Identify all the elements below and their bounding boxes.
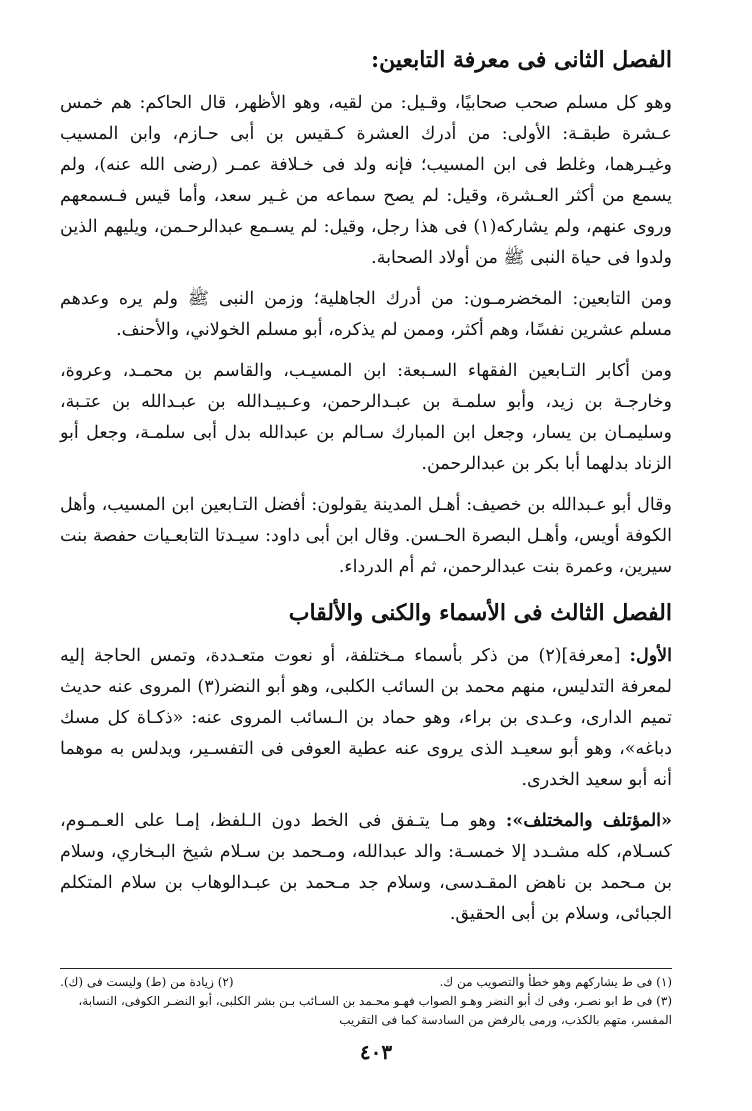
chapter-heading-followers: الفصل الثانى فى معرفة التابعين: [370, 47, 672, 73]
paragraph-followers-definition: وهو كل مسلم صحب صحابيًا، وقـيل: من لقيه، وهو الأظهر، قال الحاكم: هم خمس عـشرة طبقـة: الأولى: من أدرك العشرة كـقيس بن أبى حـازم، وابن المسيب وغيـرهما، وغلط فى ابن المسيب؛ فإنه ولد فى خـلافة عمـر (رضى الله عنه)، ولم يسمع من أكثر العـشرة، وقيل: لم يصح سماعه من غـير سعد، وأما قيس فـسمعهم وروى عنهم، ولم يشاركه(١) فى هذا رجل، وقيل: لم يسـمع عبدالرحـمن، ويليهم الذين ولدوا فى حياة النبى ﷺ من أولاد الصحابة. [60, 93, 672, 268]
paragraph-lead-first: الأول: [629, 646, 672, 666]
paragraph-multiple-names [60, 641, 672, 796]
footnote-3: (٣) فى ط ابو نصـر، وفى ك أبو النضر وهـو الصواب فهـو محـمد بن السـائب بـن بشر الكلبى، أبو النضـر الكوفى، النسابة، المفسر، متهم بالكذب، ورمى بالرفض من السادسة كما فى التقريب [78, 994, 672, 1027]
paragraph-mutalif-mukhtalif [60, 806, 672, 930]
footnote-divider [60, 968, 672, 969]
chapter-heading-names: الفصل الثالث فى الأسماء والكنى والألقاب [288, 600, 672, 626]
paragraph-seven-jurists: ومن أكابر التـابعين الفقهاء السـبعة: ابن المسيـب، والقاسم بن محمـد، وعروة، وخارجـة بن زيد، وأبو سلمـة بن عبـدالرحمن، وعـبيـدالله بن عبـدالله بن عتـبة، وسليمـان بن يسار، وجعل ابن المبارك سـالم بن عبدالله بدل أبى سلمـة، وجعل أبو الزناد بدلهما أبا بكر بن عبدالرحمن. [60, 361, 672, 474]
footnotes [60, 968, 672, 1030]
footnote-1: (١) فى ط يشاركهم وهو خطأ والتصويب من ك. [439, 975, 672, 989]
footnote-2: (٢) زيادة من (ط) وليست فى (ك). [60, 975, 234, 989]
page-number: ٤٠٣ [359, 1040, 393, 1064]
paragraph-body-first: [معرفة](٢) من ذكر بأسماء مـختلفة، أو نعوت متعـددة، وتمس الحاجة إليه لمعرفة التدليس، منهم محمد بن السائب الكلبى، وهو أبو النضر(٣) المروى عنه حديث تميم الدارى، وعـدى بن براء، وهو حماد بن الـسائب المروى عنه: «ذكـاة كل مسك دباغه»، وهو أبو سعيـد الذى يروى عنه عطية العوفى فى التفسـير، ويدلس به موهما أنه أبو سعيد الخدرى. [60, 646, 672, 790]
footnote-row-1 [60, 973, 672, 992]
paragraph-mukhadramun: ومن التابعين: المخضرمـون: من أدرك الجاهلية؛ وزمن النبى ﷺ ولم يره وعدهم مسلم عشرين نفسًا، وهم أكثر، وممن لم يذكره، أبو مسلم الخولاني، والأحنف. [60, 289, 672, 340]
paragraph-body-mutalif: وهو مـا يتـفق فى الخط دون الـلفظ، إمـا على العـمـوم، كسـلام، كله مشـدد إلا خمسـة: والد عبدالله، ومـحمد بن سـلام شيخ البـخاري، وسلام بن مـحمد بن ناهض المقـدسى، وسلام جد مـحمد بن عبـدالوهاب بن سلام المتكلم الجبائى، وسلام بن أبى الحقيق. [60, 811, 672, 924]
paragraph-lead-mutalif: «المؤتلف والمختلف»: [505, 811, 672, 831]
paragraph-best-followers: وقال أبو عـبدالله بن خصيف: أهـل المدينة يقولون: أفضل التـابعين ابن المسيب، وأهل الكوفة أويس، وأهـل البصرة الحـسن. وقال ابن أبى داود: سيـدتا التابعـيات حفصة بنت سيرين، وعمرة بنت عبدالرحمن، ثم أم الدرداء. [60, 495, 672, 577]
